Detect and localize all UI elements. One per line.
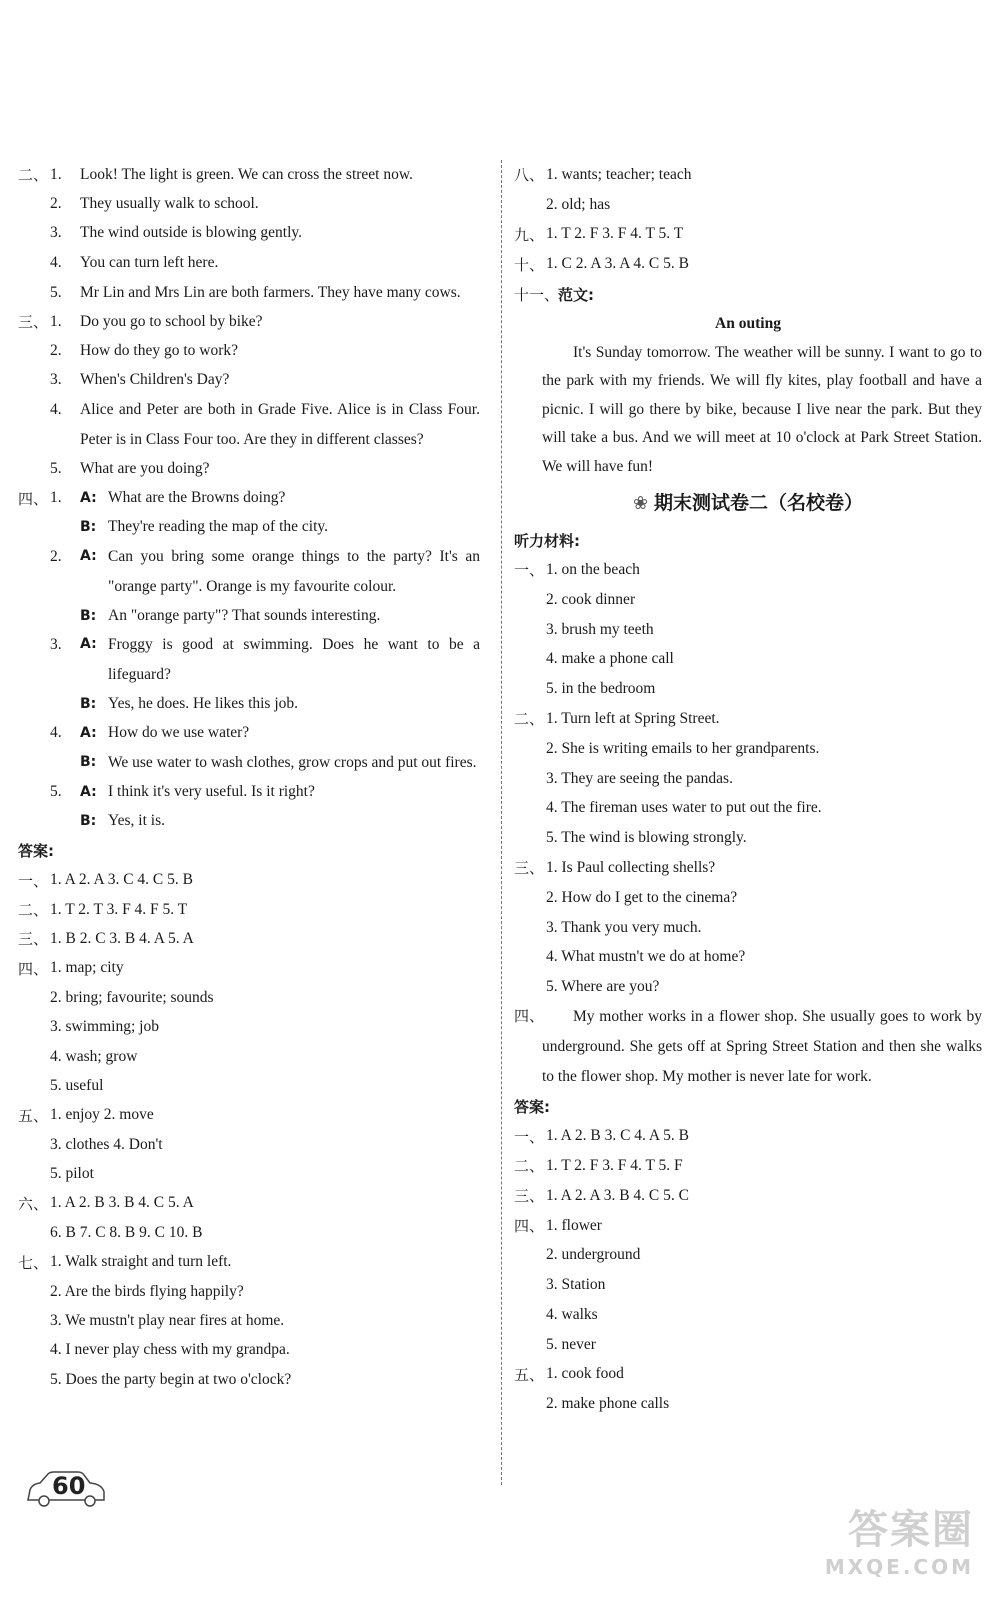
- item-text: What are you doing?: [80, 459, 210, 477]
- item-text: 4. make a phone call: [546, 650, 674, 668]
- item-text: 5. in the bedroom: [546, 680, 656, 698]
- item-text: 1. on the beach: [546, 560, 640, 578]
- section-label: 三、: [514, 859, 545, 878]
- answer-text: 1. cook food: [546, 1365, 624, 1383]
- section-label: 二、: [18, 166, 49, 185]
- answer-text: 1. T 2. T 3. F 4. F 5. T: [50, 900, 188, 918]
- listening-heading: 听力材料:: [514, 531, 580, 550]
- speaker-a: A:: [80, 725, 97, 742]
- section-label: 三、: [18, 313, 49, 332]
- item-number: 5.: [50, 783, 62, 801]
- item-number: 5.: [50, 283, 62, 301]
- answer-text: 1. map; city: [50, 959, 124, 977]
- section-label: 二、: [18, 901, 49, 920]
- item-text: 3. brush my teeth: [546, 620, 654, 638]
- item-text: Mr Lin and Mrs Lin are both farmers. They have many cows.: [80, 283, 461, 301]
- model-essay-label: 范文:: [558, 285, 594, 304]
- dialogue-text: An "orange party"? That sounds interesting.: [108, 606, 381, 624]
- item-text: Look! The light is green. We can cross the street now.: [80, 165, 413, 183]
- answer-text: 2. make phone calls: [546, 1395, 670, 1413]
- item-text: 4. What mustn't we do at home?: [546, 948, 746, 966]
- watermark-url: MXQE.COM: [824, 1555, 974, 1579]
- answer-text: 1. wants; teacher; teach: [546, 165, 692, 183]
- answer-text: 1. A 2. B 3. B 4. C 5. A: [50, 1194, 194, 1212]
- dialogue-text: Can you bring some orange things to the party? It's an "orange party". Orange is my favourite colour.: [108, 548, 480, 595]
- speaker-a: A:: [80, 548, 97, 565]
- answer-text: 1. T 2. F 3. F 4. T 5. F: [546, 1156, 683, 1174]
- answers-heading: 答案:: [18, 842, 54, 861]
- item-text: How do they go to work?: [80, 342, 238, 360]
- section-label: 五、: [18, 1106, 49, 1125]
- dialogue-text: Froggy is good at swimming. Does he want to be a lifeguard?: [108, 636, 480, 683]
- section-label: 六、: [18, 1194, 49, 1213]
- section-label: 五、: [514, 1365, 545, 1384]
- section-label: 九、: [514, 225, 545, 244]
- answer-text: 1. A 2. A 3. C 4. C 5. B: [50, 871, 193, 889]
- speaker-b: B:: [80, 753, 97, 770]
- answer-text: 3. Station: [546, 1276, 606, 1294]
- item-text: 2. cook dinner: [546, 590, 636, 608]
- answer-text: 3. swimming; job: [50, 1018, 159, 1036]
- answer-text: 1. B 2. C 3. B 4. A 5. A: [50, 929, 194, 947]
- dialogue-text: They're reading the map of the city.: [108, 518, 328, 536]
- dialogue-text: How do we use water?: [108, 724, 250, 742]
- dialogue-text: I think it's very useful. Is it right?: [108, 783, 315, 801]
- item-number: 3.: [50, 224, 62, 242]
- item-text: 3. Thank you very much.: [546, 918, 702, 936]
- item-number: 1.: [50, 489, 62, 507]
- dialogue-text: What are the Browns doing?: [108, 489, 286, 507]
- dialogue-text: We use water to wash clothes, grow crops and put out fires.: [108, 753, 477, 771]
- item-number: 2.: [50, 548, 62, 566]
- section-label: 八、: [514, 166, 545, 185]
- section-label: 十一、: [514, 285, 560, 304]
- answer-text: 1. enjoy 2. move: [50, 1106, 154, 1124]
- answer-text: 3. We mustn't play near fires at home.: [50, 1312, 285, 1330]
- item-number: 4.: [50, 724, 62, 742]
- item-text: The wind outside is blowing gently.: [80, 224, 303, 242]
- answer-text: 2. old; has: [546, 195, 611, 213]
- item-text: You can turn left here.: [80, 253, 219, 271]
- answer-text: 1. Walk straight and turn left.: [50, 1253, 232, 1271]
- item-text: Do you go to school by bike?: [80, 312, 263, 330]
- answer-text: 5. pilot: [50, 1165, 94, 1183]
- answer-text: 2. underground: [546, 1246, 641, 1264]
- answer-text: 2. Are the birds flying happily?: [50, 1282, 244, 1300]
- item-text: 5. Where are you?: [546, 978, 660, 996]
- paw-icon: ❀: [632, 493, 649, 515]
- item-text: 3. They are seeing the pandas.: [546, 769, 733, 787]
- section-label: 三、: [18, 930, 49, 949]
- answer-text: 5. useful: [50, 1076, 104, 1094]
- answer-text: 6. B 7. C 8. B 9. C 10. B: [50, 1223, 203, 1241]
- essay-title: An outing: [715, 314, 781, 332]
- item-number: 1.: [50, 165, 62, 183]
- answer-text: 1. T 2. F 3. F 4. T 5. T: [546, 225, 684, 243]
- section-label: 二、: [514, 1157, 545, 1176]
- section-label: 一、: [514, 1127, 545, 1146]
- answer-text: 4. walks: [546, 1305, 598, 1323]
- speaker-b: B:: [80, 607, 97, 624]
- item-text: 1. Turn left at Spring Street.: [546, 709, 720, 727]
- item-text: 4. The fireman uses water to put out the fire.: [546, 799, 822, 817]
- answer-text: 1. flower: [546, 1216, 602, 1234]
- section-label: 四、: [18, 489, 49, 508]
- speaker-a: A:: [80, 636, 97, 653]
- answer-text: 4. I never play chess with my grandpa.: [50, 1341, 290, 1359]
- speaker-b: B:: [80, 695, 97, 712]
- answer-text: 4. wash; grow: [50, 1047, 138, 1065]
- dialogue-text: Yes, he does. He likes this job.: [108, 694, 299, 712]
- item-text: 5. The wind is blowing strongly.: [546, 829, 747, 847]
- section-title-text: 期末测试卷二（名校卷）: [654, 492, 864, 515]
- item-text: 2. She is writing emails to her grandparents.: [546, 739, 820, 757]
- section-label: 七、: [18, 1253, 49, 1272]
- section-label: 一、: [514, 561, 545, 580]
- speaker-b: B:: [80, 519, 97, 536]
- answer-text: 5. Does the party begin at two o'clock?: [50, 1370, 292, 1388]
- answer-text: 1. A 2. A 3. B 4. C 5. C: [546, 1186, 689, 1204]
- item-text: Alice and Peter are both in Grade Five. Alice is in Class Four. Peter is in Class Four too. Are they in different classes?: [80, 401, 480, 448]
- speaker-a: A:: [80, 490, 97, 507]
- page-number: 60: [52, 1472, 86, 1500]
- watermark: [774, 1498, 974, 1588]
- item-number: 2.: [50, 342, 62, 360]
- answers-heading: 答案:: [514, 1097, 550, 1116]
- answer-text: 1. C 2. A 3. A 4. C 5. B: [546, 255, 689, 273]
- item-text: 1. Is Paul collecting shells?: [546, 858, 716, 876]
- item-number: 4.: [50, 253, 62, 271]
- section-label: 三、: [514, 1187, 545, 1206]
- section-label: 二、: [514, 710, 545, 729]
- section-label: 一、: [18, 871, 49, 890]
- right-column: [514, 160, 982, 1419]
- item-number: 3.: [50, 371, 62, 389]
- answer-text: 1. A 2. B 3. C 4. A 5. B: [546, 1127, 689, 1145]
- section-label: 四、: [18, 959, 49, 978]
- item-number: 4.: [50, 401, 62, 419]
- speaker-b: B:: [80, 813, 97, 830]
- essay-body: It's Sunday tomorrow. The weather will be sunny. I want to go to the park with my friends. We will fly kites, play football and have a picnic. I will go there by bike, because I live near the park. But they will take a bus. And we will meet at 10 o'clock at Park Street Station. We will have fun!: [542, 343, 982, 475]
- section-label: 四、: [514, 1007, 545, 1026]
- section-label: 四、: [514, 1217, 545, 1235]
- dialogue-text: Yes, it is.: [108, 812, 166, 830]
- item-number: 2.: [50, 195, 62, 213]
- item-number: 3.: [50, 636, 62, 654]
- item-text: They usually walk to school.: [80, 195, 259, 213]
- item-number: 5.: [50, 459, 62, 477]
- section-label: 十、: [514, 255, 545, 274]
- left-column: [18, 160, 480, 1395]
- item-number: 1.: [50, 312, 62, 330]
- watermark-main: 答案圈: [848, 1507, 974, 1553]
- passage-text: My mother works in a flower shop. She usually goes to work by underground. She gets off at Spring Street Station and then she walks to the flower shop. My mother is never late for work.: [542, 1008, 982, 1085]
- answer-text: 2. bring; favourite; sounds: [50, 988, 214, 1006]
- item-text: When's Children's Day?: [80, 371, 230, 389]
- column-divider: [501, 160, 502, 1485]
- item-text: 2. How do I get to the cinema?: [546, 888, 738, 906]
- section-title: [514, 481, 982, 525]
- answer-text: 5. never: [546, 1335, 596, 1353]
- speaker-a: A:: [80, 784, 97, 801]
- answer-text: 3. clothes 4. Don't: [50, 1135, 163, 1153]
- page-number-badge: [22, 1470, 110, 1510]
